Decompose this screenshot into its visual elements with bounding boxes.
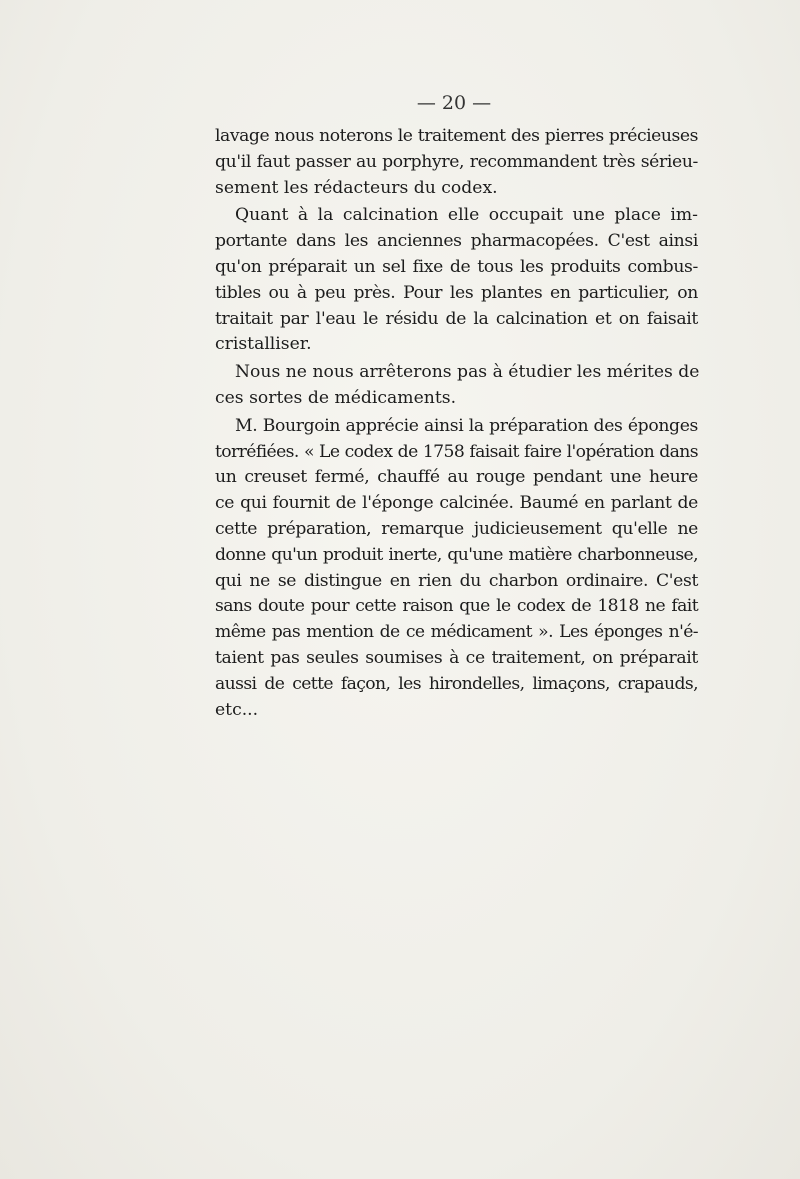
body-text [215, 124, 698, 723]
text-line: cristalliser. [215, 334, 312, 355]
text-line: Quant à la calcination elle occupait une place im- [235, 205, 698, 226]
text-line: même pas mention de ce médicament ». Les éponges n'é- [215, 622, 698, 643]
text-line: traitait par l'eau le résidu de la calcination et on faisait [215, 308, 698, 329]
text-line: qui ne se distingue en rien du charbon ordinaire. C'est [215, 570, 698, 591]
text-line: M. Bourgoin apprécie ainsi la préparation des éponges [235, 415, 698, 436]
text-line: sement les rédacteurs du codex. [215, 177, 498, 198]
text-line: sans doute pour cette raison que le codex de 1818 ne fait [215, 596, 698, 617]
text-line: etc... [215, 699, 259, 720]
text-line: portante dans les anciennes pharmacopées. C'est ainsi [215, 231, 698, 252]
paragraph [215, 360, 698, 412]
text-line: lavage nous noterons le traitement des pierres précieuses [215, 126, 698, 146]
text-line: Nous ne nous arrêterons pas à étudier les mérites de [235, 362, 700, 383]
text-line: taient pas seules soumises à ce traitement, on préparait [215, 647, 698, 668]
text-line: un creuset fermé, chauffé au rouge pendant une heure [215, 467, 698, 488]
text-line: qu'on préparait un sel fixe de tous les produits combus- [215, 256, 698, 277]
text-line: ce qui fournit de l'éponge calcinée. Baumé en parlant de [215, 493, 698, 514]
paragraph [215, 124, 698, 201]
text-line: cette préparation, remarque judicieusement qu'elle ne [215, 518, 698, 539]
paragraph [215, 203, 698, 358]
text-line: tibles ou à peu près. Pour les plantes en particulier, on [215, 282, 698, 303]
text-line: donne qu'un produit inerte, qu'une matière charbonneuse, [215, 544, 698, 565]
paragraph [215, 414, 698, 724]
text-line: torréfiées. « Le codex de 1758 faisait faire l'opération dans [215, 441, 698, 462]
text-line: ces sortes de médicaments. [215, 387, 457, 408]
text-line: aussi de cette façon, les hirondelles, limaçons, crapauds, [215, 673, 698, 694]
page-number: — 20 — [416, 92, 492, 114]
text-line: qu'il faut passer au porphyre, recommandent très sérieu- [215, 151, 698, 172]
